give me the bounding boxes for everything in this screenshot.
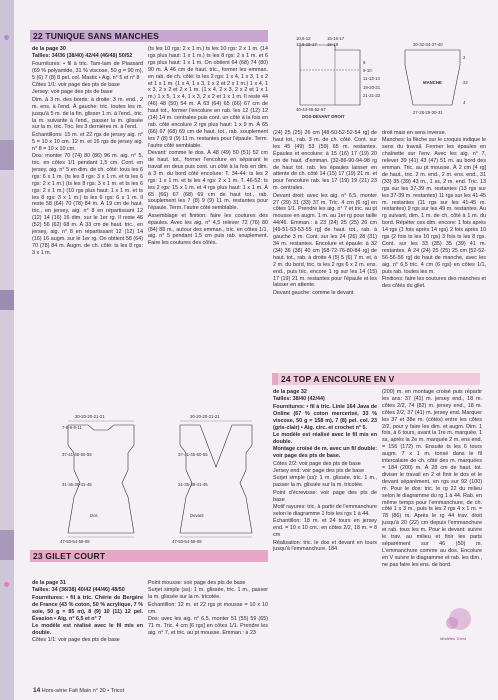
- stripe-band: [0, 530, 14, 560]
- paragraph: Échantillon: 12 m. et 22 rgs pt mousse = 10 x 10 cm.: [148, 601, 268, 615]
- gilet-continued-column-2: [382, 130, 486, 290]
- stripe-band: [0, 290, 14, 310]
- dos-bottom-measure: 47-50-54-58-65: [60, 539, 90, 544]
- page-footer: [33, 687, 124, 695]
- page-number: 14: [33, 687, 41, 694]
- paragraph: (24) 25 (25) 26 cm [48-50-52-52-54 rg] de haut tot., rab. 3 m. de ch. côté. Cont. sur les 45 (49) 53 (59) 65 m. restantes. Épaules et encolure: à 15 (16) 17 (19) 20 cm de haut. d'emman. [32-86-90-94-98 rg de haut tot. rab. les épaules laisser en attente de ch. côté 14 (15) 17 (19) 21 m. et pour l'encolure rab. les 17 (19) 19 (21) 23 m. centrales.: [273, 130, 377, 192]
- paragraph: Côtes 1/1: voir page des pts de base: [32, 82, 120, 89]
- paragraph: Tailles: 34/36 (38/40) 42/44 (46/48) 50/52: [32, 53, 133, 60]
- gilet-caption: DOS-DEVANT DROIT: [302, 114, 345, 119]
- gilet-measure-r5: 21-21-22: [363, 93, 381, 98]
- paragraph: Point d'écrevisse: voir page des pts de base: [273, 489, 377, 503]
- section-22-column-1: [32, 46, 143, 257]
- paragraph: de la page 32: [273, 389, 307, 395]
- paragraph: Devant gauche: comme le devant: [273, 289, 354, 296]
- gilet-measure-b1: 15-16-17: [327, 36, 345, 41]
- paragraph: Dos: monter 70 (74) 80 (86) 96 m. aig. n° 5, tric. en côtes 1/1 pendant 1,5 cm. Cont. en jersey, aig. n° 5 en dim. de ch. côté: tous les 6 rgs: 6 x 1 m. (ts les 8 rgs: 3 x 1 m. et ts les 6 rgs: 2 x 1 m.) (ts les 8 rgs: 3 x 1 m. et ts les 6 rgs: 2 x 1 m.) (10 rgs plus haut: 1 x 1 m. et ts les 8 rgs: 3 x 1 m.) ts les 6 rgs: 6 x 1 m. Il reste 58 (64) 70 (78) 84 m. À 19 cm de haut. tric., en jersey, aig. n° 8 en répartissant 12 (12) 14 (16) 16 dim. sur le 1er rg. Il reste 46 (52) 56 (62) 68 m. À 33 cm de haut. tric., en jersey, aig. n° 8 en répartissant 12 (12) 14 (16) 16 augm. sur le 1er rg. On obtient 58 (64) 70 (78) 84 m. Augm. de ch. côté: ts les 8 rgs: 3 x 1 m.: [32, 153, 143, 256]
- paragraph: droit mais en sens inverse.: [382, 130, 447, 136]
- paragraph: Montage croisé de m. avec un fil double: voir page des pts de base.: [273, 446, 377, 460]
- section-22-schematic: [30, 415, 268, 543]
- gilet-measure-r2: 9-10: [363, 68, 372, 73]
- paragraph: Côtes 1/1: voir page des pts de base: [32, 637, 120, 644]
- gilet-measure-a2: 13,5-15-17: [296, 42, 317, 47]
- paragraph: Assemblage et finition: faire les coutures des épaules. Avec les aig. n° 4,5 relever 72 (76) 80 (84) 88 m., autour des emman., tric. en côtes 1/1, aig. n° 5 pendant 1,5 cm puis rab. souplement. Faire les coutures des côtés.: [148, 212, 268, 247]
- manche-label: MANCHE: [423, 80, 442, 85]
- paragraph: Point mousse: voir page des pts de base: [148, 580, 246, 586]
- section-23-column-1: [32, 580, 143, 645]
- paragraph: de la page 30: [32, 46, 66, 52]
- dos-devant-outline: [300, 45, 360, 105]
- paragraph: (200) m. en montage croisé puis répartir les ans: 37 (41) m. jersey end., 18 m. côtes 2/2, 74 (82) m. jersey end., 18 m. côtes 2/2, 37 (41) m. jersey end. Marquer les 37 et 38e m. (côtés) entre les côtes 2/2, pour y faire les dim. et augm. Dim. 1 fois, à 6 tours, avant la 1re m. marquée, 1 ss, après la 2e m. marquée 2 m. ens end. = 156 (172) m. Ensuite ts les 6 tours augm. 7 x 1 m. tonsé dans le fil intercalaire de ch. côté des m. marquées = 184 (200) m. À 28 cm de haut. tot. diviser le travail en 2 et finir le dos et le devant séparément, en rgs sur 92 (100) m. Pour le dos: tric. le rg 22 du milieu selon le diagramme du rg 1 à 44. Rab. en même temps pour l'emmanchure, de ch. côté 1 x 3 m., puis ts les 2 rgs 4 x 1 m. = 78 (86) m. Après le rg 44 trav. droit jusqu'à 20 (22) cm depuis l'emmanchure et rab. tous les m. Pour le devant: suivre le trav. au milieu et finir les parts séparément sur 46 (50) m. L'emmanchure comme au dos. Encolure en V suivre le diagramme et rab. les dim., ne pas faire les ens. de bord.: [382, 389, 482, 568]
- watermark: Modèles Tricot: [440, 636, 466, 641]
- stripe-band: [0, 0, 14, 140]
- manche-bottom-measure: 27-28-29-30-31: [413, 110, 443, 115]
- paragraph: Échantillons: 15 m. et 22 rgs de jersey aig. n° 5 = 10 x 10 cm. 12 m. et 16 rgs de jersey aig. n° 8 = 10 x 10 cm.: [32, 131, 143, 152]
- stripe-band: [0, 140, 14, 170]
- paragraph: Fournitures: • fil à tric. Linie 164 Java de Online (67 % coton mercerisé, 33 % viscose, 50 g = 158 m), 7 (8) pel. col. 23 (gris-clair) • Aig. circ. et crochet n° 5.: [273, 403, 377, 431]
- devant-bottom-measure: 47-50-54-58-65: [172, 539, 202, 544]
- stripe-band: [0, 310, 14, 530]
- paragraph: Manches: la flèche sur le croquis indique le sens du travail. Fermer les épaules en chaînette sur l'env. Avec les aig. n° 7, relever 39 (41) 43 (47) 51 m. au bord des emman. Tric. au pt mousse. À 2 cm [4 rg] de haut., tric. 2 m. end., 2 m. ens. end., 31 (33) 35 (39) 43 m., 1 ss, 2 m. end. Tric. 13 rgs sur les 37-39 m. restantes (13 rgs sur les 37-39 m. restantes) 11 rgs sur les 41-45 m. restantes (11 rgs sur les 41-45 m. restantes) 9 rgs sur les 49 m. restantes. Au rg suivant, dim. 1 m. de ch. côté à 1 m. du bord. Répéter ces dim. encore: 1 fois après 14 rgs (1 fois après 14 rgs) 2 fois après 10 rgs (2 fois ts les 10 rgs) 3 fois ts les 8 rgs. Cont. sur les 33 (35) 35 (39) 41 m. restantes. À 24 (24) 25 (25) 25 cm [52-52-56-56-56 rg] de haut de manche, avec les aig. n° 6,5 tric. 4 cm (6 rgs) en côtes 1/1, puis rab. toutes les m.: [382, 137, 486, 275]
- stripe-band: [0, 170, 14, 290]
- stripe-band: [0, 560, 14, 700]
- section-23-title: 23 GILET COURT: [30, 550, 268, 562]
- gilet-bottom-measure: 40-44-48-52-57: [296, 107, 326, 112]
- paragraph: Devant droit: avec les aig. n° 6,5, monter 27 (29) 31 (33) 37 m. Tric. 4 cm [6 rg] en côtes 1/1. Prendre les aig. n° 7 et tric. au pt mousse en augm. 1 m. au 1er rg pour taille 44/46. Emman.: à 23 (24) 25 (25) 26 cm [49-51-53-53-55 rg] de haut. tot., rab. à gauche 3 m. Cont. sur les 24 (26) 28 (31) 34 m. restantes. Encolure et épaule: à 32 (34) 36 (38) 40 cm [68-72-76-80-84 rg] de haut. tot., rab. à droite 4 (5) 5 (6) 7 m. et, à 2 m. du bord, tric. ts les 2 rgs 6 x 2 m. ens. end., puis tric. encore 1 rg sur les 14 (15) 17 (19) 21 m. restantes pour l'épaule et les laisser en attente.: [273, 192, 377, 289]
- paragraph: Côtes 2/2: voir page des pts de base: [273, 460, 361, 467]
- gilet-measure-r1: 6: [363, 60, 366, 65]
- gilet-measure-r4: 19-20-21: [363, 85, 381, 90]
- manche-measure-r1: 2: [463, 55, 466, 60]
- section-24-title: 24 TOP A ENCOLURE EN V: [272, 373, 480, 385]
- paragraph: Dos: avec les aig. n° 6,5, monter 51 (55) 59 (65) 71 m. Tric. 4 cm [6 rgs] en côtes 1/1. Prendre les aig. n° 7, et tric. au pt mousse. Emman.: à 23: [148, 616, 268, 636]
- manche-measure-r3: 4: [463, 100, 466, 105]
- manche-top-measure: 30-32-34-37-40: [413, 42, 443, 47]
- devant-width-measure: 37-41-45-50-55: [178, 452, 208, 457]
- section-22-title: 22 TUNIQUE SANS MANCHES: [30, 30, 268, 42]
- dos-top-measure: 20-20-20-21-21: [75, 414, 105, 419]
- footer-text: Hors-série Fait Main n° 30 • Tricot: [41, 688, 125, 694]
- paragraph: Finitions: faire les coutures des manches et des côtés du gilet.: [382, 276, 486, 289]
- devant-waist-measure: 31-35-38-41-45: [178, 482, 208, 487]
- section-24-column-1: [273, 389, 377, 554]
- paragraph: Le modèle est réalisé avec le fil mis en double.: [273, 431, 377, 445]
- paragraph: Jersey: voir page des pts de base: [32, 89, 113, 96]
- dos-width-measure: 37-41-45-50-55: [62, 452, 92, 457]
- paragraph: Fournitures: • fil à tric. Chérie de Bergère de France (43 % coton, 50 % acrylique, 7 % soie, 50 g = 85 m), 8 (9) 10 (11) 12 pel. Évasion • Aig. n° 6,5 et n° 7: [32, 594, 143, 622]
- section-22-column-2: [148, 46, 268, 248]
- devant-top-measure: 20-20-20-21-21: [190, 414, 220, 419]
- paragraph: Surjet simple (ss): 1 m. glissée, tric. 1 m., passer la m. glissée sur la m. tricotée.: [273, 475, 377, 489]
- manche-outline: [405, 50, 460, 105]
- devant-label: Devant: [190, 513, 204, 518]
- paragraph: de la page 31: [32, 580, 66, 586]
- dos-waist-measure: 31-35-38-41-45: [62, 482, 92, 487]
- decorative-dot: [4, 35, 9, 40]
- paragraph: Surjet simple (ss): 1 m. glissée, tric. 1 m., passer la m. glissée sur la m. tricotée.: [148, 587, 268, 601]
- dos-outline: [68, 425, 134, 533]
- dos-label: Dos: [90, 513, 98, 518]
- page-side-stripe: [0, 0, 14, 700]
- gilet-measure-r3: 11-13-14: [363, 76, 380, 81]
- paragraph: Échantillon: 18 m. et 24 tours en jersey end. = 10 x 10 cm.; en côtes 2/2, 18 m. = 8 cm: [273, 518, 377, 539]
- paragraph: Le modèle est réalisé avec le fil mis en double.: [32, 622, 143, 636]
- paragraph: Devant: comme le dos. À 48 (49) 50 (51) 52 cm de haut. tot., former l'encolure en séparant le travail en deux puis cont. un côté à la fois en dim. à 3 m. du bord côté encolure: T. 34-44: ts les 2 rgs: 1 x 1 m. et ts les 4 rgs: 2 x 1 m. T. 46-52: ts les 2 rgs: 15 x 1 m. et 4 rgs plus haut: 1 x 1 m. À 65 (66) 67 (68) 69 cm de haut tot., rab. souplement les 7 (8) 9 (9) 11 m. restantes pour l'épaule. Term. l'autre côté semblable.: [148, 150, 268, 212]
- gilet-continued-column-1: [273, 130, 377, 297]
- gilet-measure-b2: 18-19: [327, 42, 338, 47]
- gilet-measure-a1: 10,5-12: [296, 36, 311, 41]
- paragraph: Motif rayures: tric. à partir de l'emmanchure selon le diagramme 1 fois les rgs 1 à 44.: [273, 504, 377, 517]
- paragraph: (ts les 10 rgs: 2 x 1 m.) ts les 10 rgs: 2 x 1 m. (14 rgs plus haut: 1 x 1 m.) ts les 8 rgs: 2 x 1 m. et 6 rgs plus haut: 1 x 1 m. On obtient 64 (68) 74 (80) 90 m. À 46 cm de haut. tric., former les emman. en rab. de ch. côté: ts les 2 rgs: 1 x 4, 1 x 3, 1 x 2 et 1 x 1 m. (1 x 4, 1 x 3, 1 x 2 et 2 x 1 m.) 1 x 4, 1 x 3, 2 x 2 et 2 x 1 m. (1 x 4, 2 x 3, 2 x 2 et 1 x 1 m.) 1 x 5, 1 x 4, 1 x 3, 2 x 2 et 1 x 1 m. Il reste 44 (46) 48 (50) 54 m. À 63 (64) 65 (66) 67 cm de haut tot., former l'encolure en rab. les 12 (12) 12 (14) 14 m. centrales puis cont. un côté à la fois en rab. côté encolure 2 rgs plus haut: 1 x 9 m. À 65 (66) 67 (68) 69 cm de haut. tot., rab. souplement les 7 (8) 9 (9) 11 m. restantes pour l'épaule. Term. l'autre côté semblable.: [148, 46, 268, 149]
- manche-measure-r2: 22: [463, 80, 468, 85]
- section-24-column-2: [382, 389, 482, 569]
- paragraph: Fournitures: • fil à tric. Tam-tam de Plassard (69 % polyamide, 31 % viscose, 50 g = 90 m), 5 (6) 7 (8) 8 pel. col. Mastic • Aig. n° 5 et n° 8: [32, 60, 143, 81]
- dos-shoulder-measure: 7-8-9-9-11: [62, 425, 82, 430]
- decorative-illustration: [440, 605, 480, 635]
- section-23-column-2: [148, 580, 268, 637]
- paragraph: Tailles: 34 (36/38) 40/42 (44/46) 48/50: [32, 587, 125, 594]
- decorative-dot: [4, 582, 9, 587]
- paragraph: Dim. à 3 m. des bords: à droite: 3 m. end., 2 m. ens. à l'end. À gauche: tric. toutes les m. jusqu'à 5 m. de la fin, glisser 1 m. à l'end., tric. la m. suivante à l'end., passer la m. glissée sur la m. tric. Tric. les 3 dernières m. à l'end.: [32, 96, 143, 131]
- paragraph: Tailles: 38/40 (42/44): [273, 396, 325, 403]
- paragraph: Réalisation: tric. le dos et devant en tours jusqu'à l'emmanchure. 184: [273, 539, 377, 553]
- paragraph: Jersey end: voir page des pts de base: [273, 467, 365, 474]
